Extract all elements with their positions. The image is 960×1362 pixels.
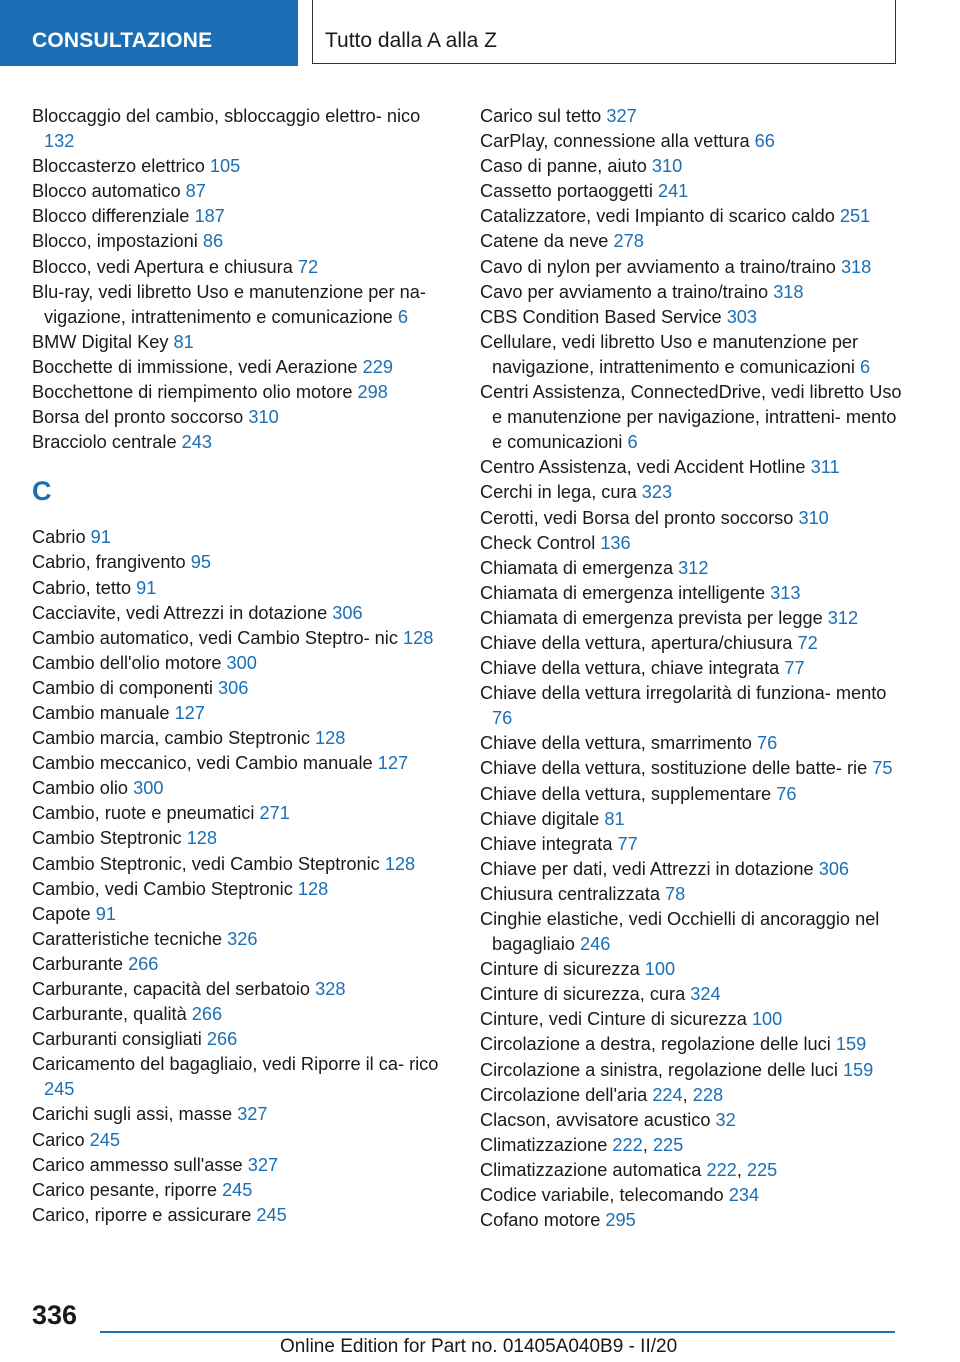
index-entry: Climatizzazione 222, 225 [480, 1134, 684, 1155]
index-entry [32, 726, 452, 751]
page-link[interactable]: 245 [222, 1179, 253, 1200]
footer-divider [100, 1331, 895, 1333]
index-entry [480, 280, 910, 305]
page-number: 336 [32, 1300, 78, 1330]
index-entry [32, 355, 452, 380]
page-link[interactable]: 245 [256, 1204, 287, 1225]
index-term: Carico sul tetto [480, 106, 602, 126]
page-link[interactable]: 128 [315, 728, 346, 749]
index-term: Cambio Steptronic, vedi Cambio Steptronic [32, 853, 380, 874]
page-link[interactable]: 306 [818, 858, 850, 879]
page-link[interactable]: 313 [770, 582, 801, 603]
index-entry [32, 676, 452, 701]
index-entry [480, 832, 910, 857]
page-link[interactable]: 95 [190, 552, 211, 573]
page-link[interactable]: 228 [692, 1084, 724, 1105]
index-term: Cofano motore [480, 1210, 601, 1231]
page-link[interactable]: 266 [206, 1029, 238, 1050]
section-tab[interactable]: CONSULTAZIONE [0, 0, 298, 66]
index-entry [480, 1032, 910, 1057]
page-link[interactable]: 76 [492, 708, 513, 729]
index-term: Carburante, capacità del serbatoio [32, 979, 311, 999]
page-link[interactable]: 310 [651, 156, 683, 177]
index-term: Chiave della vettura, smarrimento [480, 733, 752, 754]
index-term: Check Control [480, 532, 596, 553]
index-entry [32, 550, 452, 575]
page-link[interactable]: 225 [652, 1134, 684, 1155]
index-term: Cavo per avviamento a traino/traino [480, 281, 769, 302]
page-link[interactable]: 229 [362, 356, 393, 377]
page-link[interactable]: 132 [44, 131, 75, 152]
index-entry [480, 480, 910, 505]
page-link[interactable]: 306 [218, 677, 249, 698]
page-link[interactable]: 222 [612, 1134, 643, 1155]
page-link[interactable]: 100 [644, 959, 676, 980]
index-term: Catalizzatore, vedi Impianto di scarico caldo [480, 206, 835, 227]
index-term: Bocchette di immissione, vedi Aerazione [32, 356, 358, 377]
index-term: Borsa del pronto soccorso [32, 407, 244, 428]
index-entry [480, 229, 910, 254]
index-term: Chiamata di emergenza [480, 557, 674, 578]
index-term: CarPlay, connessione alla vettura [480, 131, 750, 152]
index-entry [32, 1153, 452, 1178]
page-link[interactable]: 318 [773, 281, 804, 302]
index-entry: Climatizzazione automatica 222, 225 [480, 1159, 778, 1180]
index-entry [480, 957, 910, 982]
index-entry [32, 380, 452, 405]
page-link[interactable]: 327 [247, 1154, 279, 1175]
index-term: Cinture, vedi Cinture di sicurezza [480, 1009, 747, 1030]
index-entry [480, 179, 910, 204]
index-entry [480, 104, 910, 129]
index-entry [480, 204, 910, 229]
page-link[interactable]: 278 [613, 231, 644, 252]
index-term: Catene da neve [480, 231, 609, 252]
page-header [0, 0, 960, 66]
index-entry [32, 430, 452, 455]
page-link[interactable]: 77 [784, 658, 805, 679]
page-link[interactable]: 72 [297, 256, 319, 277]
index-entry [480, 255, 910, 280]
index-entry [32, 179, 452, 204]
index-term: CBS Condition Based Service [480, 306, 722, 327]
index-entry [480, 581, 910, 606]
index-term: Chiave digitale [480, 808, 600, 829]
index-entry [32, 1203, 452, 1228]
page-link[interactable]: 78 [665, 883, 686, 904]
index-entry [480, 1208, 910, 1233]
page-link[interactable]: 271 [259, 803, 290, 824]
index-term: Capote [32, 903, 91, 924]
index-term: Circolazione a sinistra, regolazione delle luci [480, 1059, 838, 1080]
index-term: Cambio marcia, cambio Steptronic [32, 728, 310, 749]
index-term: Chiave integrata [480, 833, 613, 854]
index-column-left [32, 104, 452, 1228]
index-term: Climatizzazione automatica [480, 1159, 702, 1180]
index-entry [32, 952, 452, 977]
index-entry [480, 380, 910, 455]
page-link[interactable]: 222 [706, 1159, 737, 1180]
index-term: Cellulare, vedi libretto Uso e manutenzione per navigazione, intrattenimento e comunicazioni [480, 331, 859, 377]
index-entry [32, 104, 452, 154]
page-link[interactable]: 300 [133, 778, 164, 799]
page-link[interactable]: 127 [377, 753, 409, 774]
index-term: Cambio di componenti [32, 677, 213, 698]
index-term: Chiusura centralizzata [480, 883, 660, 904]
index-entry [32, 1102, 452, 1127]
page-link[interactable]: 76 [776, 783, 797, 804]
page-link[interactable]: 136 [600, 532, 631, 553]
index-term: Circolazione a destra, regolazione delle luci [480, 1034, 831, 1055]
page-link[interactable]: 243 [181, 432, 212, 453]
index-term: Climatizzazione [480, 1134, 608, 1155]
index-entry [480, 330, 910, 380]
index-entry [480, 154, 910, 179]
index-entry [32, 826, 452, 851]
index-term: Carburanti consigliati [32, 1029, 202, 1050]
page-link[interactable]: 295 [605, 1210, 636, 1231]
index-entry [480, 882, 910, 907]
index-entry [480, 556, 910, 581]
index-term: Caratteristiche tecniche [32, 928, 223, 949]
index-term: Chiave della vettura, sostituzione delle batte‐ rie [480, 758, 868, 779]
index-term: Cacciavite, vedi Attrezzi in dotazione [32, 602, 328, 623]
index-entry [32, 977, 452, 1002]
page-link[interactable]: 87 [185, 181, 206, 202]
page-link[interactable]: 266 [128, 953, 159, 974]
index-term: Cambio, vedi Cambio Steptronic [32, 878, 293, 899]
index-term: Chiave della vettura, supplementare [480, 783, 772, 804]
index-term: Chiave della vettura, chiave integrata [480, 658, 780, 679]
index-entry [32, 405, 452, 430]
index-entry [32, 525, 452, 550]
page-link[interactable]: 310 [798, 507, 829, 528]
index-term: Bloccasterzo elettrico [32, 156, 205, 177]
page-link[interactable]: 77 [617, 833, 638, 854]
index-entry [480, 756, 910, 781]
page-link[interactable]: 327 [237, 1104, 268, 1125]
index-term: Cerchi in lega, cura [480, 482, 637, 503]
index-term: Cabrio, frangivento [32, 552, 186, 573]
index-entry [32, 255, 452, 280]
index-term: Cinture di sicurezza, cura [480, 984, 686, 1005]
page-link[interactable]: 159 [835, 1034, 867, 1055]
index-entry [480, 506, 910, 531]
index-term: Cavo di nylon per avviamento a traino/traino [480, 256, 836, 277]
index-entry [32, 280, 452, 330]
chapter-tab[interactable]: Tutto dalla A alla Z [312, 0, 896, 64]
index-entry [480, 531, 910, 556]
index-term: Blocco, vedi Apertura e chiusura [32, 256, 293, 277]
page-link[interactable]: 91 [136, 577, 157, 598]
page-link[interactable]: 75 [872, 758, 893, 779]
page-link[interactable]: 311 [810, 457, 840, 478]
index-entry [32, 1128, 452, 1153]
index-term: Cambio olio [32, 778, 129, 799]
page-link[interactable]: 187 [194, 206, 225, 227]
index-term: Cerotti, vedi Borsa del pronto soccorso [480, 507, 794, 528]
index-entry [480, 907, 910, 957]
page-link[interactable]: 86 [202, 231, 224, 252]
index-entry [32, 801, 452, 826]
index-term: Cambio, ruote e pneumatici [32, 803, 255, 824]
index-term: Chiave della vettura irregolarità di funziona‐ mento [480, 683, 887, 704]
index-term: Carburante [32, 953, 123, 974]
page-link[interactable]: 81 [604, 808, 625, 829]
index-term: Carico ammesso sull'asse [32, 1154, 243, 1175]
index-entry [32, 701, 452, 726]
index-entry [480, 1108, 910, 1133]
page-link[interactable]: 298 [357, 382, 388, 403]
page-link[interactable]: 245 [89, 1129, 120, 1150]
page-link[interactable]: 91 [90, 527, 111, 548]
page-link[interactable]: 128 [403, 627, 434, 648]
index-term: Caricamento del bagagliaio, vedi Riporre il ca‐ rico [32, 1054, 439, 1075]
page-link[interactable]: 128 [384, 853, 416, 874]
index-term: Clacson, avvisatore acustico [480, 1109, 711, 1130]
index-term: Cabrio [32, 527, 86, 548]
index-entry [480, 631, 910, 656]
index-entry [480, 1058, 910, 1083]
page-link[interactable]: 310 [248, 407, 279, 428]
index-term: Cinture di sicurezza [480, 959, 640, 980]
index-term: Bloccaggio del cambio, sbloccaggio elettro‐ nico [32, 106, 421, 126]
index-term: Caso di panne, aiuto [480, 156, 647, 177]
page-link[interactable]: 100 [751, 1009, 783, 1030]
index-entry [32, 330, 452, 355]
index-entry [480, 455, 910, 480]
index-entry [480, 807, 910, 832]
index-term: Centro Assistenza, vedi Accident Hotline [480, 457, 806, 478]
page-link[interactable]: 251 [839, 206, 871, 227]
index-entry [32, 1178, 452, 1203]
page-link[interactable]: 159 [842, 1059, 874, 1080]
page-link[interactable]: 81 [173, 331, 194, 352]
page-link[interactable]: 66 [754, 131, 775, 152]
index-entry [32, 877, 452, 902]
index-term: Cambio dell'olio motore [32, 652, 222, 673]
index-term: Cinghie elastiche, vedi Occhielli di ancoraggio nel bagagliaio [480, 909, 880, 955]
index-entry [480, 305, 910, 330]
index-term: Circolazione dell'aria [480, 1084, 648, 1105]
index-entry [32, 576, 452, 601]
page-link[interactable]: 128 [297, 878, 329, 899]
index-term: BMW Digital Key [32, 331, 169, 352]
index-term: Carico [32, 1129, 85, 1150]
page-link[interactable]: 91 [95, 903, 116, 924]
page-link[interactable]: 246 [580, 934, 611, 955]
index-term: Codice variabile, telecomando [480, 1185, 724, 1206]
index-term: Bocchettone di riempimento olio motore [32, 382, 353, 403]
index-term: Blu-ray, vedi libretto Uso e manutenzione per na‐ vigazione, intrattenimento e comunicazione [32, 281, 426, 327]
page-link[interactable]: 6 [397, 306, 408, 327]
index-entry [480, 982, 910, 1007]
index-entry [480, 782, 910, 807]
index-term: Cabrio, tetto [32, 577, 132, 598]
index-entry [480, 606, 910, 631]
index-entry [32, 154, 452, 179]
page-link[interactable]: 327 [606, 106, 637, 126]
page-link[interactable]: 6 [860, 356, 871, 377]
index-term: Carico pesante, riporre [32, 1179, 217, 1200]
index-entry [480, 681, 910, 731]
page-link[interactable]: 312 [827, 607, 859, 628]
index-term: Carburante, qualità [32, 1004, 187, 1025]
index-entry [480, 1183, 910, 1208]
index-entry [32, 902, 452, 927]
index-entry [32, 204, 452, 229]
index-entry [32, 776, 452, 801]
page-link[interactable]: 224 [652, 1084, 683, 1105]
index-term: Chiamata di emergenza prevista per legge [480, 607, 823, 628]
index-term: Carichi sugli assi, masse [32, 1104, 233, 1125]
page-link[interactable]: 326 [227, 928, 258, 949]
footer-edition: Online Edition for Part no. 01405A040B9 - II/20 [280, 1336, 678, 1357]
index-term: Chiave per dati, vedi Attrezzi in dotazione [480, 858, 814, 879]
index-entry: Circolazione dell'aria 224, 228 [480, 1084, 724, 1105]
index-term: Cassetto portaoggetti [480, 181, 653, 202]
index-term: Bracciolo centrale [32, 432, 177, 453]
index-entry [32, 229, 452, 254]
index-column-right [480, 104, 910, 1233]
index-term: Blocco automatico [32, 181, 181, 202]
page-link[interactable]: 105 [209, 156, 241, 177]
index-entry [480, 857, 910, 882]
index-entry [32, 1002, 452, 1027]
index-entry [32, 651, 452, 676]
index-entry [32, 1052, 452, 1102]
page-link[interactable]: 312 [678, 557, 709, 578]
page-link[interactable]: 127 [174, 702, 205, 723]
index-term: Carico, riporre e assicurare [32, 1204, 252, 1225]
index-term: Cambio Steptronic [32, 828, 182, 849]
page-link[interactable]: 72 [797, 632, 818, 653]
index-letter-heading: C [32, 476, 52, 507]
index-term: Cambio meccanico, vedi Cambio manuale [32, 753, 373, 774]
page-link[interactable]: 318 [840, 256, 872, 277]
page-link[interactable]: 234 [728, 1185, 760, 1206]
index-term: Chiamata di emergenza intelligente [480, 582, 766, 603]
page-link[interactable]: 323 [641, 482, 673, 503]
index-entry [480, 656, 910, 681]
page-link[interactable]: 6 [627, 432, 638, 453]
index-entry [32, 751, 452, 776]
page-link[interactable]: 128 [186, 828, 218, 849]
page-link[interactable]: 32 [715, 1109, 736, 1130]
index-term: Blocco differenziale [32, 206, 190, 227]
page-link[interactable]: 241 [657, 181, 689, 202]
index-term: Centri Assistenza, ConnectedDrive, vedi libretto Uso e manutenzione per navigazione, intratteni‐ mento e comunicazioni [480, 382, 902, 453]
page-link[interactable]: 245 [44, 1079, 75, 1100]
page-link[interactable]: 303 [726, 306, 758, 327]
page-link[interactable]: 328 [315, 979, 346, 999]
index-entry [480, 1007, 910, 1032]
page-link[interactable]: 306 [332, 602, 363, 623]
page-link[interactable]: 225 [746, 1159, 778, 1180]
index-term: Cambio automatico, vedi Cambio Steptro‐ nic [32, 627, 398, 648]
page-link[interactable]: 300 [226, 652, 257, 673]
page-link[interactable]: 76 [756, 733, 778, 754]
index-entry [480, 731, 910, 756]
index-term: Chiave della vettura, apertura/chiusura [480, 632, 793, 653]
page-link[interactable]: 324 [690, 984, 721, 1005]
index-entry [32, 852, 452, 877]
index-entry [32, 626, 452, 651]
index-entry [32, 601, 452, 626]
index-entry [32, 1027, 452, 1052]
index-entry [480, 129, 910, 154]
index-term: Blocco, impostazioni [32, 231, 198, 252]
index-term: Cambio manuale [32, 702, 170, 723]
page-link[interactable]: 266 [191, 1004, 223, 1025]
index-entry [32, 927, 452, 952]
